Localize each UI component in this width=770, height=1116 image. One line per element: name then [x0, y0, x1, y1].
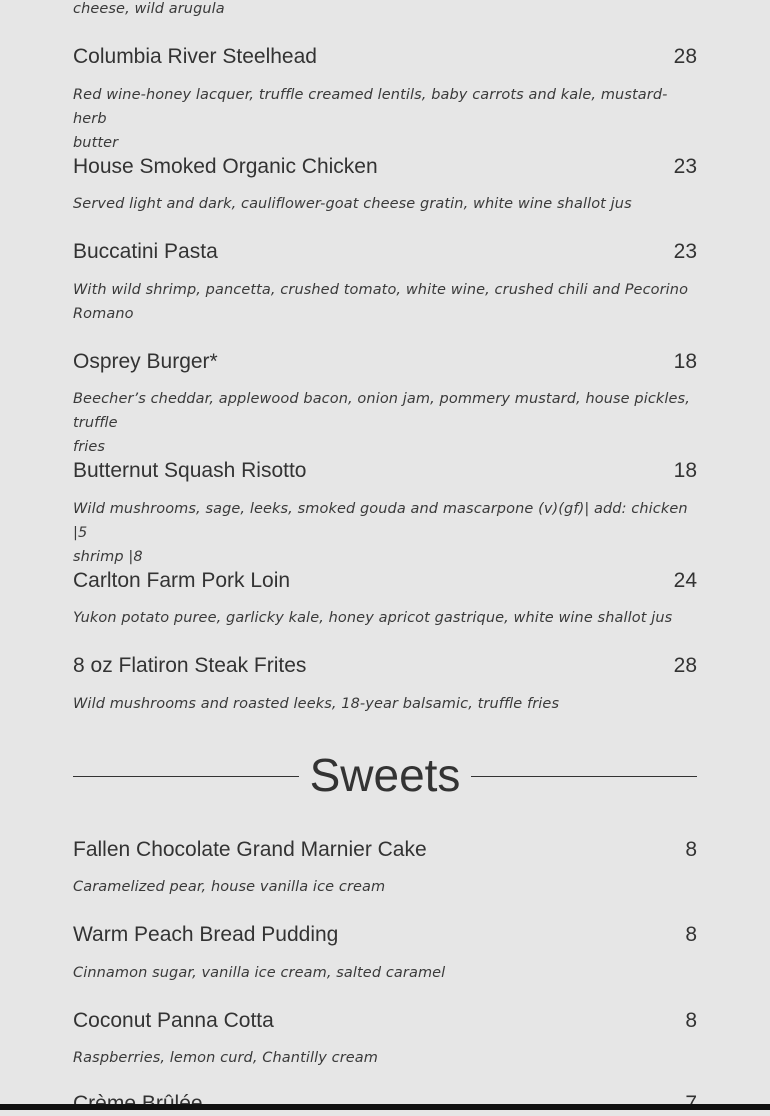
item-description — [73, 83, 697, 155]
heading-rule-right — [471, 776, 697, 777]
menu-item-name: Butternut Squash Risotto — [73, 459, 307, 482]
menu-item-name: Carlton Farm Pork Loin — [73, 569, 291, 592]
bottom-edge-bar — [0, 1104, 770, 1110]
menu-item-title-row — [73, 459, 697, 483]
desc-line: Yukon potato puree, garlicky kale, honey apricot gastrique, white wine shallot jus — [73, 610, 673, 626]
section-heading-sweets — [73, 745, 697, 805]
desc-line: Raspberries, lemon curd, Chantilly cream — [73, 1050, 378, 1066]
menu-item-price: 28 — [673, 654, 697, 677]
menu-item-title-row — [73, 1009, 697, 1033]
item-description — [73, 0, 697, 21]
menu-item-name: Columbia River Steelhead — [73, 45, 317, 68]
menu-item-title-row — [73, 350, 697, 374]
menu-item-price: 28 — [673, 45, 697, 68]
menu-item-name: Fallen Chocolate Grand Marnier Cake — [73, 838, 427, 861]
menu-item-title-row — [73, 45, 697, 69]
menu-item-price: 18 — [673, 350, 697, 373]
menu-item-title-row — [73, 838, 697, 862]
item-description — [73, 497, 697, 569]
desc-line: Beecher’s cheddar, applewood bacon, onion jam, pommery mustard, house pickles, truffle — [73, 391, 690, 431]
desc-line: butter — [73, 135, 119, 151]
desc-line: Romano — [73, 306, 134, 322]
menu-item-price: 8 — [685, 1009, 697, 1032]
menu-item-title-row — [73, 240, 697, 264]
item-description — [73, 1046, 697, 1070]
item-description — [73, 606, 697, 630]
menu-item-title-row — [73, 923, 697, 947]
menu-item-name: Warm Peach Bread Pudding — [73, 923, 339, 946]
desc-line: Wild mushrooms and roasted leeks, 18-year balsamic, truffle fries — [73, 696, 560, 712]
item-description — [73, 692, 697, 716]
menu-item-price: 23 — [673, 155, 697, 178]
menu-item-price: 8 — [685, 923, 697, 946]
item-description — [73, 192, 697, 216]
menu-item-price: 8 — [685, 838, 697, 861]
menu-item-title-row — [73, 155, 697, 179]
menu-item-name: 8 oz Flatiron Steak Frites — [73, 654, 307, 677]
menu-item-name: Buccatini Pasta — [73, 240, 218, 263]
desc-line: cheese, wild arugula — [73, 1, 225, 17]
item-description — [73, 961, 697, 985]
item-description — [73, 875, 697, 899]
menu-item-title-row — [73, 654, 697, 678]
heading-rule-left — [73, 776, 299, 777]
desc-line: With wild shrimp, pancetta, crushed tomato, white wine, crushed chili and Pecorino — [73, 282, 689, 298]
menu-item-price: 23 — [673, 240, 697, 263]
desc-line: Wild mushrooms, sage, leeks, smoked gouda and mascarpone (v)(gf)| add: chicken |5 — [73, 501, 688, 541]
menu-item-price: 18 — [673, 459, 697, 482]
menu-item-price: 24 — [673, 569, 697, 592]
desc-line: Served light and dark, cauliflower-goat cheese gratin, white wine shallot jus — [73, 196, 632, 212]
item-description — [73, 278, 697, 326]
menu-item-name: House Smoked Organic Chicken — [73, 155, 378, 178]
desc-line: shrimp |8 — [73, 549, 143, 565]
desc-line: fries — [73, 439, 106, 455]
section-title: Sweets — [309, 749, 461, 801]
desc-line: Caramelized pear, house vanilla ice cream — [73, 879, 386, 895]
desc-line: Cinnamon sugar, vanilla ice cream, salted caramel — [73, 965, 446, 981]
menu-item-name: Osprey Burger* — [73, 350, 218, 373]
item-description — [73, 387, 697, 459]
menu-item-title-row — [73, 569, 697, 593]
menu-item-name: Coconut Panna Cotta — [73, 1009, 274, 1032]
desc-line: Red wine-honey lacquer, truffle creamed lentils, baby carrots and kale, mustard-herb — [73, 87, 668, 127]
